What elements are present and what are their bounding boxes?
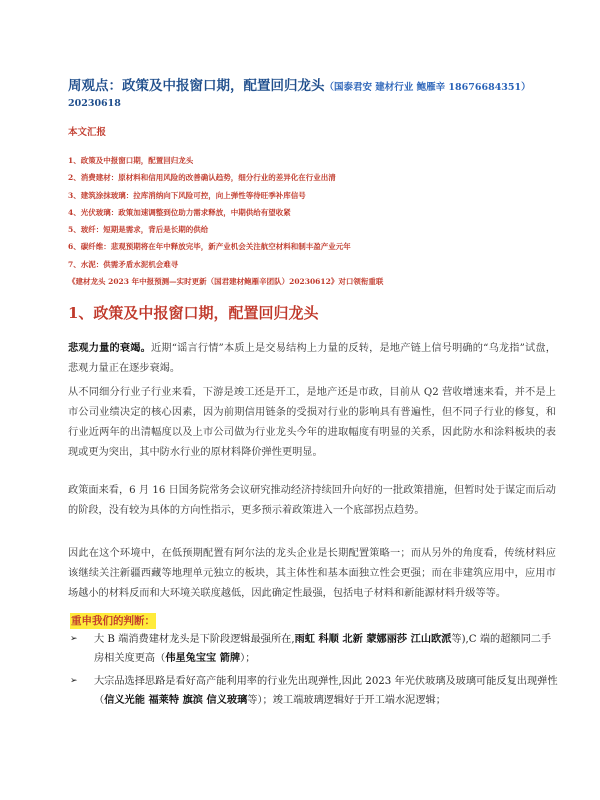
report-title: [68, 75, 568, 98]
section-heading: 1、政策及中报窗口期，配置回归龙头: [68, 304, 319, 322]
bullet-item-1: [70, 630, 560, 668]
bullet-text: [94, 630, 560, 668]
toc-item[interactable]: 2、消费建材：原材料和信用风险的改善确认趋势，细分行业的差异化在行业出清: [68, 173, 336, 183]
paragraph-2: 从不同细分行业子行业来看，下游是竣工还是开工，是地产还是市政，目前从 Q2 营收增速来看，并不是上市公司业绩决定的核心因素，因为前期信用链条的受损对行业的影响具有普遍性，但不同子行业的修复，和行业近两年的出清幅度以及上市公司做为行业龙头今年的进取幅度有明显的关系，因此防水和涂料板块的表现或更为突出，其中防水行业的原材料降价弹性更明显。: [68, 387, 556, 458]
arrow-bullet-icon: ➢: [70, 676, 78, 686]
bullet-item-2: [70, 672, 560, 710]
bullet-1-stocks-2: 伟星兔宝宝 箭牌: [165, 652, 241, 664]
table-of-contents: [68, 152, 383, 290]
bullet-1-text-2: 等),C 端的超额同二手房相关度更高（: [94, 634, 552, 664]
paragraph-4: 因此在这个环境中，在低预期配置有阿尔法的龙头企业是长期配置策略一；而从另外的角度看，传统材料应该继续关注新疆西藏等地理单元独立的板块，其主体性和基本面独立性会更强；而在非建筑应用中，应用市场越小的材料反而和大环境关联度越低，因此确定性最强，包括电子材料和新能源材料升级等等。: [68, 548, 556, 599]
paragraph-3: 政策面来看，6 月 16 日国务院常务会议研究推动经济持续回升向好的一批政策措施，但暂时处于谋定而后动的阶段，没有较为具体的方向性指示，更多预示着政策进入一个底部拐点趋势。: [68, 485, 556, 516]
toc-item[interactable]: 《建材龙头 2023 年中报预测—实时更新（国君建材鲍雁辛团队）20230612》对口领衔重联: [68, 277, 384, 287]
bullet-text: [94, 672, 560, 710]
paragraph-1-lead: 悲观力量的衰竭。: [68, 342, 151, 354]
toc-item[interactable]: 7、水泥：供需矛盾水泥机会难寻: [68, 259, 179, 269]
bullet-1-end: ）；: [240, 653, 256, 664]
bullet-2-stocks: 信义光能 福莱特 旗滨 信义玻璃: [104, 694, 248, 706]
bullet-2-text: 大宗品选择思路是看好高产能利用率的行业先出现弹性,因此 2023 年光伏玻璃及玻璃可能反复出现弹性（: [94, 676, 558, 706]
toc-item[interactable]: 6、碳纤维：悲观预期将在年中释放完毕，新产业机会关注航空材料和制丰盈产业元年: [68, 242, 351, 252]
toc-item[interactable]: 3、建筑涂抹玻璃：拉库消纳向下风险可控，向上弹性等待旺季补库信号: [68, 190, 306, 200]
paragraph-1-body: 近期“谣言行情”本质上是交易结构上力量的反转，是地产链上信号明确的“乌龙指”试盘，悲观力量正在逐步衰竭。: [68, 343, 556, 374]
bullet-1-text: 大 B 端消费建材龙头是下阶段逻辑最强所在,: [94, 634, 295, 645]
arrow-bullet-icon: ➢: [70, 634, 78, 644]
toc-item[interactable]: 1、政策及中报窗口期，配置回归龙头: [68, 156, 194, 165]
bullet-2-text-2: 等）；竣工端玻璃逻辑好于开工端水泥逻辑；: [247, 695, 446, 706]
title-main: 周观点：政策及中报窗口期，配置回归龙头: [68, 78, 325, 94]
report-date: 20230618: [68, 98, 121, 109]
judgement-label: 重申我们的判断：: [71, 615, 155, 627]
toc-item[interactable]: 4、光伏玻璃：政策加速调整到位助力需求释放，中期供给有望收紧: [68, 207, 291, 217]
title-author-meta: （国泰君安 建材行业 鲍雁辛 18676684351）: [324, 82, 531, 93]
summary-heading: 本文汇报: [68, 127, 107, 138]
paragraph-1: [68, 338, 556, 379]
bullet-1-stocks: 雨虹 科顺 北新 蒙娜丽莎 江山欧派: [294, 633, 452, 645]
toc-item[interactable]: 5、玻纤：短期是需求，背后是长期的供给: [68, 225, 209, 235]
